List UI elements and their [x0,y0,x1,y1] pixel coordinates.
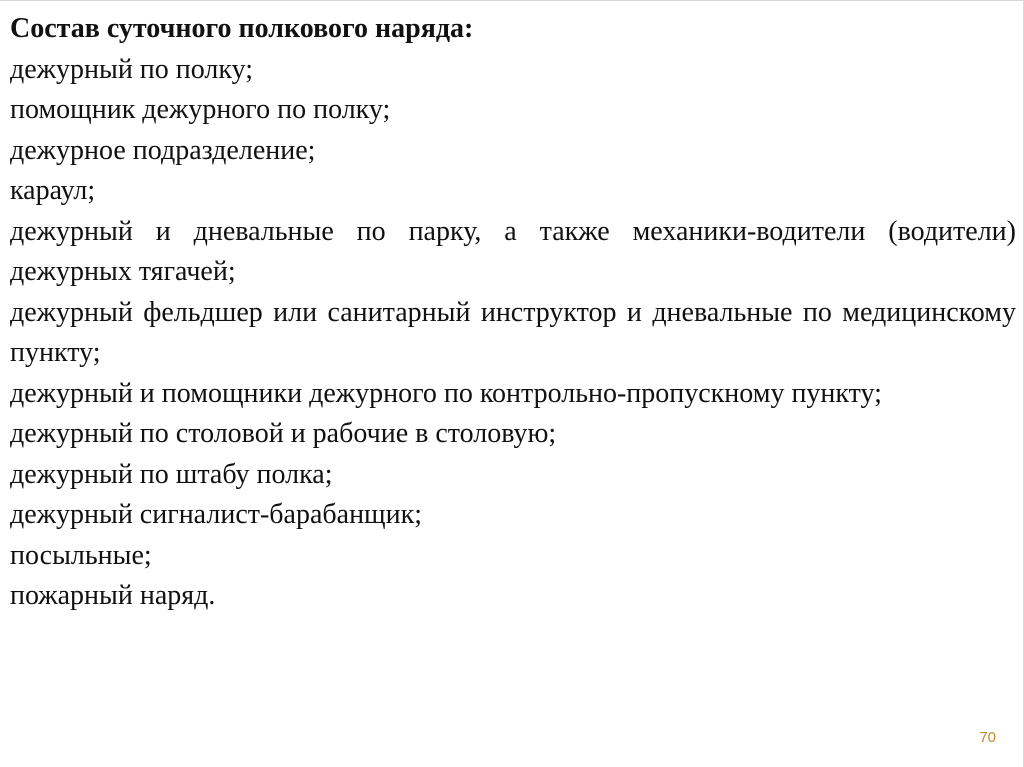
list-item-park-duty: дежурный и дневальные по парку, а также механики-водители (водители) дежурных тягачей; [10,215,1016,287]
list-item-guard: караул; [10,175,96,206]
list-item-checkpoint-duty: дежурный и помощники дежурного по контрольно-пропускному пункту; [10,377,882,409]
list-item-dining-duty: дежурный по столовой и рабочие в столовую; [10,418,557,449]
list-item-fire-detail: пожарный наряд. [10,580,216,611]
page-number: 70 [979,729,996,746]
list-item-assistant-duty-officer: помощник дежурного по полку; [10,94,391,125]
list-item-medical-duty: дежурный фельдшер или санитарный инструктор и дневальные по медицинскому пункту; [10,296,1016,368]
list-item-messengers: посыльные; [10,539,152,571]
list-item-headquarters-duty: дежурный по штабу полка; [10,458,333,490]
list-item-signaler-drummer: дежурный сигналист-барабанщик; [10,499,422,530]
slide-title: Состав суточного полкового наряда: [10,13,474,44]
list-item-duty-officer: дежурный по полку; [10,53,253,85]
slide-content [10,9,1016,617]
list-item-duty-unit: дежурное подразделение; [10,134,316,166]
